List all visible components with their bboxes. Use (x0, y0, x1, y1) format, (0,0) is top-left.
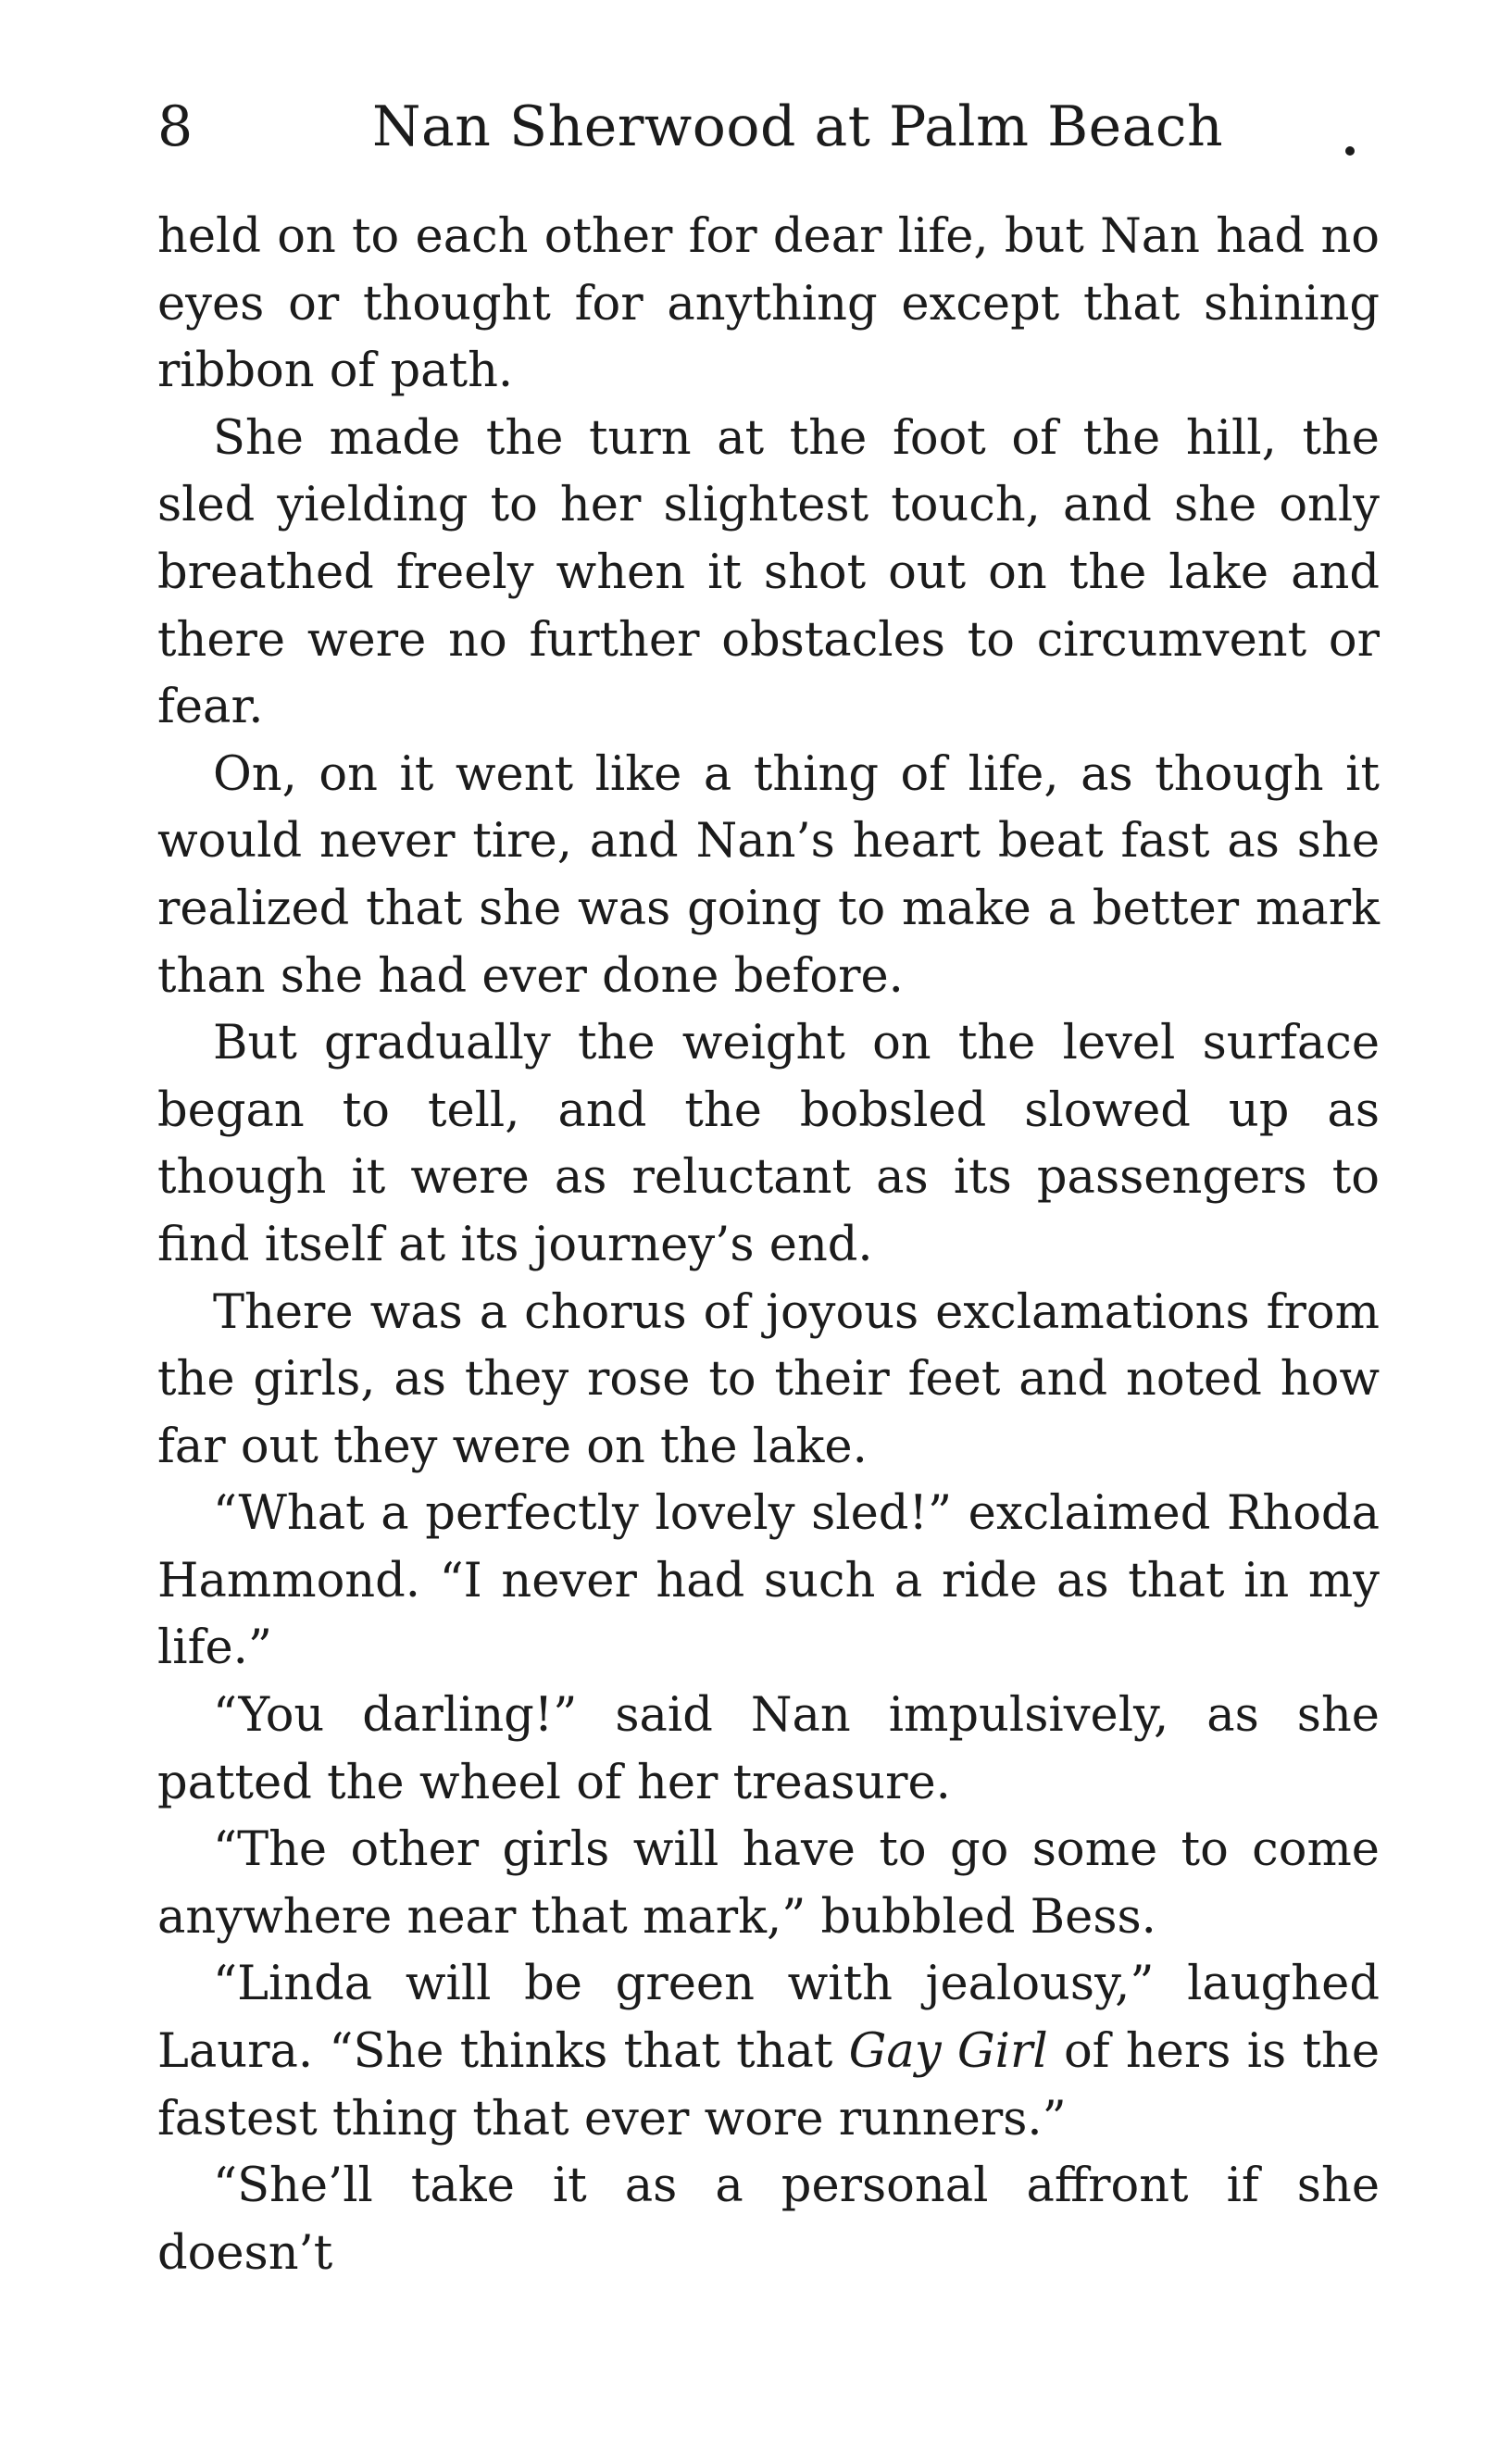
page-number: 8 (157, 94, 194, 159)
sled-name-italic: Gay Girl (848, 2024, 1048, 2080)
paragraph-4: But gradually the weight on the level surface began to tell, and the bobsled slowed up as though it were as reluctant as its passengers to find itself at its journey’s end. (157, 1016, 1380, 1272)
paragraph-2: She made the turn at the foot of the hill, the sled yielding to her slightest touch, and she only breathed freely when it shot out on the lake and there were no further obstacles to circumvent or fear. (157, 410, 1380, 735)
paragraph-9-after: of hers is the fastest thing that ever wore runners.” (157, 2024, 1380, 2146)
paragraph-8: “The other girls will have to go some to come anywhere near that mark,” bubbled Bess. (157, 1822, 1380, 1945)
paragraph-10: “She’ll take it as a personal affront if she doesn’t (157, 2159, 1380, 2281)
paragraph-7: “You darling!” said Nan impulsively, as she patted the wheel of her treasure. (157, 1688, 1380, 1810)
paragraph-6: “What a perfectly lovely sled!” exclaimed Rhoda Hammond. “I never had such a ride as that in my life.” (157, 1486, 1380, 1676)
paragraph-5: There was a chorus of joyous exclamations from the girls, as they rose to their feet and noted how far out they were on the lake. (157, 1284, 1380, 1474)
paragraph-1: held on to each other for dear life, but Nan had no eyes or thought for anything except that shining ribbon of path. (157, 209, 1380, 399)
body-text (157, 204, 1380, 2287)
paragraph-9-before: “Linda will be green with jealousy,” laughed Laura. “She thinks that that (157, 1957, 1380, 2080)
paragraph-3: On, on it went like a thing of life, as though it would never tire, and Nan’s heart beat fast as she realized that she was going to make a better mark than she had ever done before. (157, 746, 1380, 1004)
print-speck (1345, 146, 1355, 156)
page-header (157, 85, 1380, 169)
paragraph-9 (157, 1951, 1380, 2153)
running-title: Nan Sherwood at Palm Beach (372, 94, 1224, 159)
